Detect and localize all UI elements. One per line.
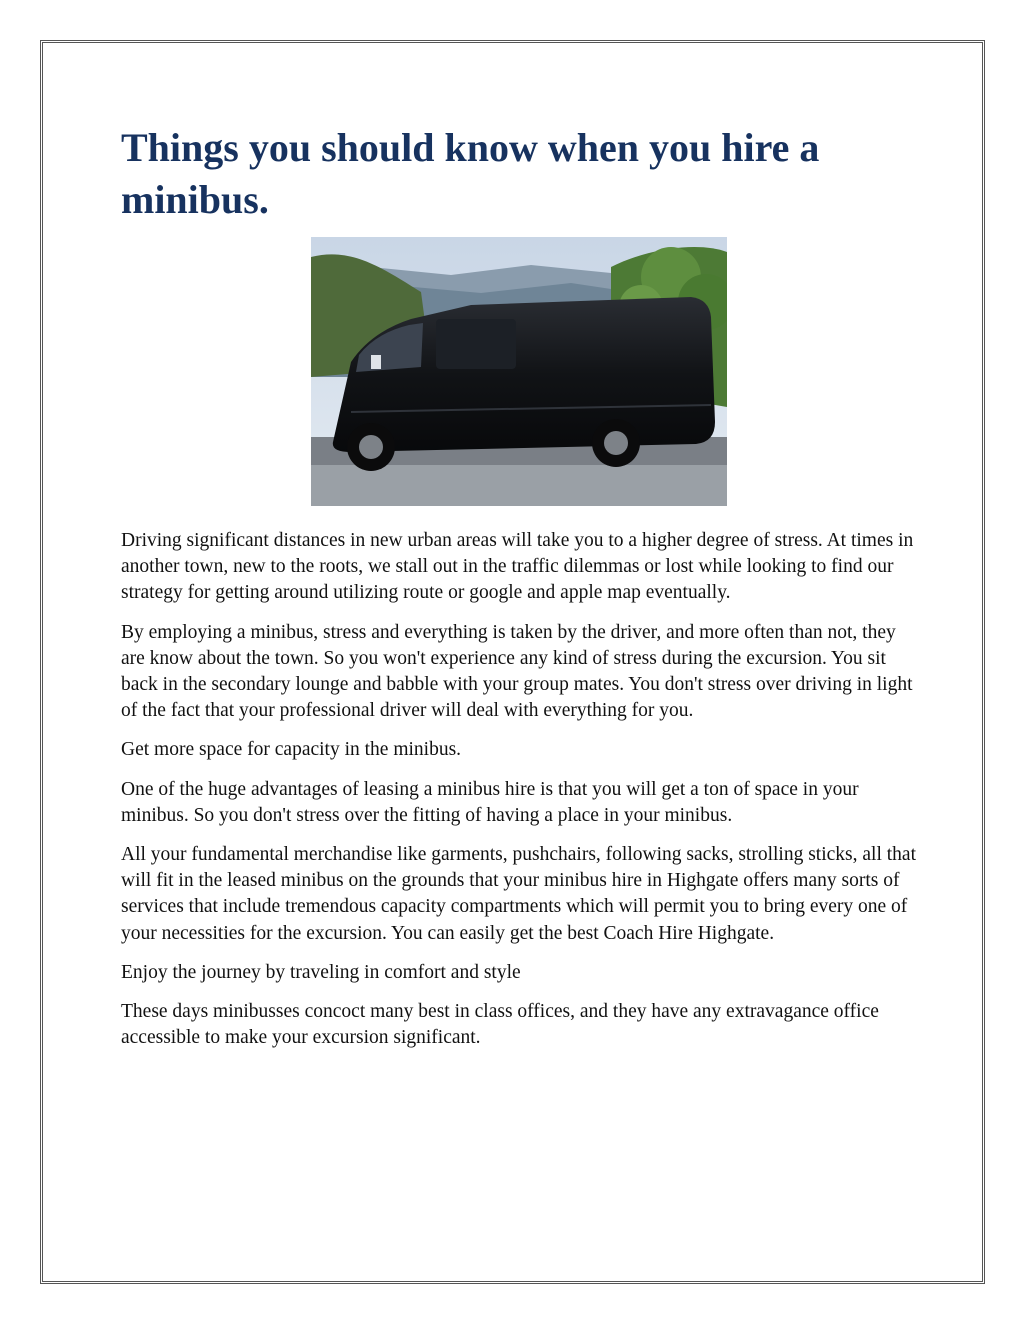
- paragraph: These days minibusses concoct many best in class offices, and they have any extravagance office accessible to make your excursion significant.: [121, 1001, 879, 1049]
- paragraph: Driving significant distances in new urban areas will take you to a higher degree of stress. At times in another town, new to the roots, we stall out in the traffic dilemmas or lost while looking to find our strategy for getting around utilizing route or google and apple map eventually.: [121, 530, 914, 604]
- article-body: [121, 528, 921, 1064]
- minibus-photo: [311, 237, 727, 506]
- paragraph: By employing a minibus, stress and everything is taken by the driver, and more often than not, they are know about the town. So you won't experience any kind of stress during the excursion. You sit back in the secondary lounge and babble with your group mates. You don't stress over driving in light of the fact that your professional driver will deal with everything for you.: [121, 621, 913, 722]
- paragraph: One of the huge advantages of leasing a minibus hire is that you will get a ton of space in your minibus. So you don't stress over the fitting of having a place in your minibus.: [121, 778, 859, 826]
- paragraph: Enjoy the journey by traveling in comfort and style: [121, 961, 521, 983]
- document-title: Things you should know when you hire a minibus.: [121, 125, 820, 222]
- paragraph: Get more space for capacity in the minibus.: [121, 739, 462, 761]
- paragraph: All your fundamental merchandise like garments, pushchairs, following sacks, strolling sticks, all that will fit in the leased minibus on the grounds that your minibus hire in Highgate offers many sorts of services that include tremendous capacity compartments which will permit you to bring every one of your necessities for the excursion. You can easily get the best Coach Hire Highgate.: [121, 844, 916, 944]
